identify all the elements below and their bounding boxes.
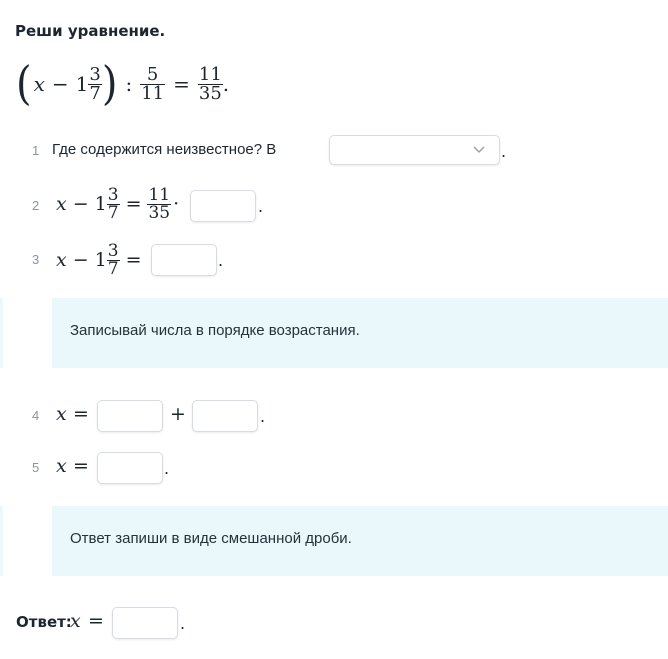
step-3-input[interactable] bbox=[151, 244, 217, 276]
answer-var: x bbox=[70, 610, 81, 632]
step-number: 1 bbox=[32, 143, 40, 158]
main-equation bbox=[16, 56, 229, 112]
result-numerator: 11 bbox=[198, 63, 222, 85]
fraction-numerator: 3 bbox=[107, 184, 119, 205]
equation-fraction bbox=[88, 63, 101, 104]
fraction-numerator: 3 bbox=[89, 63, 101, 85]
step-var: x bbox=[56, 249, 67, 271]
step-var: x bbox=[56, 193, 67, 215]
hint-box bbox=[52, 506, 668, 576]
fraction-numerator: 3 bbox=[107, 240, 119, 261]
answer-equals: = bbox=[88, 610, 104, 632]
step-equals: = bbox=[73, 403, 89, 425]
equation-whole: 1 bbox=[75, 72, 89, 96]
step-end: . bbox=[164, 459, 170, 478]
step-var: x bbox=[56, 455, 67, 477]
unknown-location-dropdown[interactable] bbox=[329, 135, 500, 165]
step-number: 5 bbox=[32, 460, 40, 475]
equation-minus: − bbox=[51, 72, 69, 96]
step-fraction bbox=[107, 240, 120, 279]
step-number: 3 bbox=[32, 252, 40, 267]
step-end: . bbox=[218, 251, 224, 270]
fraction-numerator: 11 bbox=[148, 184, 171, 205]
step-number: 2 bbox=[32, 198, 40, 213]
step-equation bbox=[56, 178, 179, 230]
step-equals: = bbox=[125, 249, 142, 271]
hint-text: Ответ запиши в виде смешанной дроби. bbox=[70, 530, 352, 547]
task-title: Реши уравнение. bbox=[15, 22, 166, 40]
step-fraction bbox=[107, 184, 120, 223]
step-4-input-b[interactable] bbox=[192, 400, 258, 432]
hint-box bbox=[52, 298, 668, 368]
step-3 bbox=[0, 234, 668, 286]
result-fraction bbox=[198, 63, 223, 104]
step-equation bbox=[56, 234, 147, 286]
step-plus: + bbox=[170, 403, 186, 425]
answer-end: . bbox=[180, 614, 186, 633]
step-4-input-a[interactable] bbox=[97, 400, 163, 432]
divisor-numerator: 5 bbox=[146, 63, 159, 85]
step-equals: = bbox=[73, 455, 89, 477]
fraction-denominator: 7 bbox=[107, 202, 119, 223]
step-2 bbox=[0, 178, 668, 230]
step-result-fraction bbox=[147, 184, 171, 223]
chevron-down-icon bbox=[473, 146, 485, 154]
hint-text: Записывай числа в порядке возрастания. bbox=[70, 322, 360, 339]
divisor-denominator: 11 bbox=[141, 82, 165, 104]
step-end: . bbox=[260, 407, 266, 426]
step-question: Где содержится неизвестное? В bbox=[52, 141, 277, 158]
step-equals: = bbox=[125, 193, 142, 215]
step-minus: − bbox=[72, 193, 89, 215]
equation-colon: : bbox=[125, 72, 133, 96]
step-multiply: · bbox=[173, 193, 180, 215]
step-2-input[interactable] bbox=[190, 190, 256, 222]
open-paren: ( bbox=[16, 57, 32, 111]
equation-var: x bbox=[33, 72, 45, 96]
close-paren: ) bbox=[101, 57, 118, 111]
step-var: x bbox=[56, 403, 67, 425]
step-1 bbox=[0, 135, 668, 167]
divisor-fraction bbox=[140, 63, 165, 104]
step-5 bbox=[0, 450, 668, 486]
answer-label: Ответ: bbox=[16, 613, 72, 631]
equation-equals: = bbox=[173, 72, 190, 96]
step-number: 4 bbox=[32, 408, 40, 423]
step-5-input[interactable] bbox=[97, 452, 163, 484]
fraction-denominator: 7 bbox=[107, 258, 119, 279]
result-denominator: 35 bbox=[198, 82, 222, 104]
step-whole: 1 bbox=[94, 249, 107, 271]
step-end: . bbox=[501, 142, 507, 161]
step-whole: 1 bbox=[94, 193, 107, 215]
answer-row bbox=[0, 605, 668, 641]
hint-accent bbox=[0, 506, 3, 576]
step-minus: − bbox=[72, 249, 89, 271]
step-end: . bbox=[258, 197, 264, 216]
hint-accent bbox=[0, 298, 3, 368]
equation-end: . bbox=[222, 72, 230, 96]
fraction-denominator: 7 bbox=[89, 82, 101, 104]
fraction-denominator: 35 bbox=[148, 202, 171, 223]
step-4 bbox=[0, 398, 668, 434]
answer-input[interactable] bbox=[112, 607, 178, 639]
